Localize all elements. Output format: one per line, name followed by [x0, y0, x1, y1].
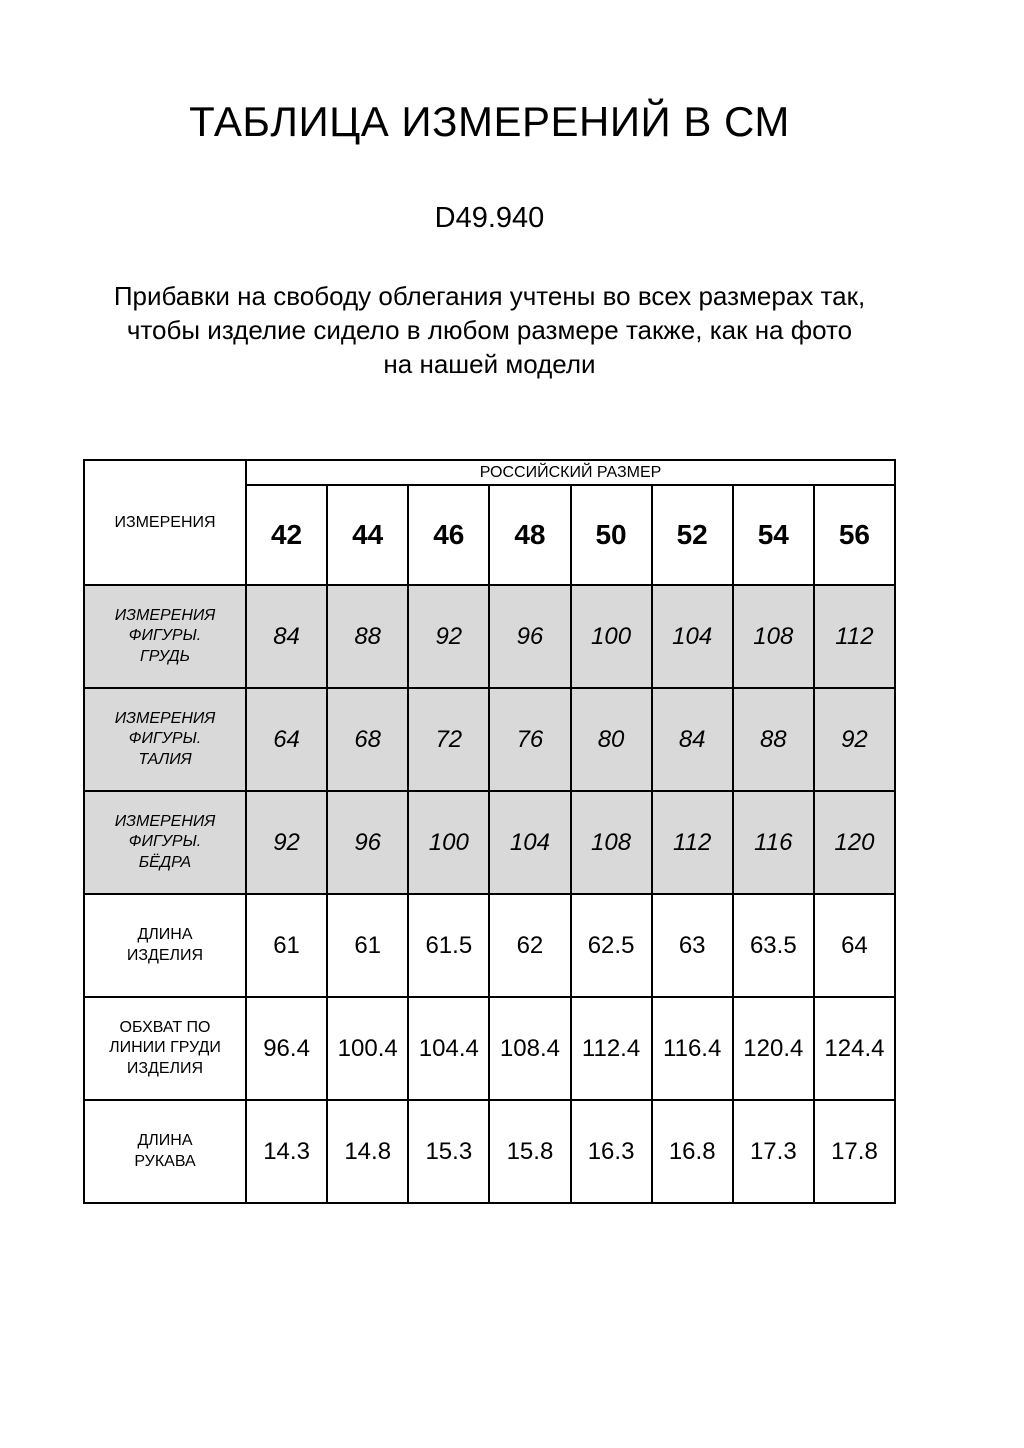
table-cell: 88 — [327, 585, 408, 688]
table-cell: 92 — [246, 791, 327, 894]
table-row-item-length — [84, 894, 895, 997]
size-column-header: 42 — [246, 485, 327, 585]
size-column-header: 46 — [408, 485, 489, 585]
table-cell: 100.4 — [327, 997, 408, 1100]
table-cell: 61 — [246, 894, 327, 997]
measurements-header-cell: ИЗМЕРЕНИЯ — [84, 460, 246, 585]
table-cell: 112.4 — [571, 997, 652, 1100]
table-cell: 63 — [652, 894, 733, 997]
table-cell: 61.5 — [408, 894, 489, 997]
table-cell: 108.4 — [489, 997, 570, 1100]
fit-note-line: чтобы изделие сидело в любом размере также, как на фото — [126, 315, 853, 346]
fit-note — [83, 279, 896, 381]
table-cell: 14.8 — [327, 1100, 408, 1203]
page-content — [83, 0, 896, 1204]
table-row-chest — [84, 585, 895, 688]
row-label: ИЗМЕРЕНИЯ ФИГУРЫ. ТАЛИЯ — [84, 688, 246, 791]
table-cell: 108 — [733, 585, 814, 688]
table-cell: 64 — [814, 894, 895, 997]
table-cell: 96.4 — [246, 997, 327, 1100]
size-table — [83, 459, 896, 1204]
table-cell: 64 — [246, 688, 327, 791]
table-cell: 104 — [489, 791, 570, 894]
row-label: ДЛИНА РУКАВА — [84, 1100, 246, 1203]
fit-note-line: Прибавки на свободу облегания учтены во всех размерах так, — [113, 281, 866, 312]
table-cell: 62 — [489, 894, 570, 997]
fit-note-line: на нашей модели — [383, 349, 596, 380]
size-column-header: 52 — [652, 485, 733, 585]
table-cell: 84 — [246, 585, 327, 688]
table-cell: 104.4 — [408, 997, 489, 1100]
table-cell: 92 — [408, 585, 489, 688]
table-row-waist — [84, 688, 895, 791]
table-cell: 120 — [814, 791, 895, 894]
table-cell: 104 — [652, 585, 733, 688]
table-cell: 92 — [814, 688, 895, 791]
table-cell: 15.8 — [489, 1100, 570, 1203]
table-cell: 16.3 — [571, 1100, 652, 1203]
table-cell: 76 — [489, 688, 570, 791]
table-cell: 124.4 — [814, 997, 895, 1100]
table-cell: 61 — [327, 894, 408, 997]
table-cell: 88 — [733, 688, 814, 791]
row-label: ИЗМЕРЕНИЯ ФИГУРЫ. БЁДРА — [84, 791, 246, 894]
table-cell: 96 — [327, 791, 408, 894]
size-column-header: 44 — [327, 485, 408, 585]
table-cell: 108 — [571, 791, 652, 894]
table-cell: 17.3 — [733, 1100, 814, 1203]
size-column-header: 54 — [733, 485, 814, 585]
table-cell: 72 — [408, 688, 489, 791]
table-row-hips — [84, 791, 895, 894]
table-cell: 17.8 — [814, 1100, 895, 1203]
table-cell: 116 — [733, 791, 814, 894]
table-cell: 14.3 — [246, 1100, 327, 1203]
size-column-header: 56 — [814, 485, 895, 585]
row-label: ИЗМЕРЕНИЯ ФИГУРЫ. ГРУДЬ — [84, 585, 246, 688]
table-cell: 84 — [652, 688, 733, 791]
table-row-sleeve-length — [84, 1100, 895, 1203]
table-cell: 80 — [571, 688, 652, 791]
table-cell: 100 — [408, 791, 489, 894]
page-title: ТАБЛИЦА ИЗМЕРЕНИЙ В СМ — [189, 98, 790, 145]
table-cell: 112 — [652, 791, 733, 894]
table-cell: 68 — [327, 688, 408, 791]
table-row-chest-girth-item — [84, 997, 895, 1100]
russian-size-header-cell: РОССИЙСКИЙ РАЗМЕР — [246, 460, 895, 485]
table-cell: 15.3 — [408, 1100, 489, 1203]
table-cell: 120.4 — [733, 997, 814, 1100]
size-column-header: 50 — [571, 485, 652, 585]
table-cell: 116.4 — [652, 997, 733, 1100]
table-cell: 100 — [571, 585, 652, 688]
table-cell: 63.5 — [733, 894, 814, 997]
table-cell: 96 — [489, 585, 570, 688]
table-cell: 62.5 — [571, 894, 652, 997]
row-label: ОБХВАТ ПО ЛИНИИ ГРУДИ ИЗДЕЛИЯ — [84, 997, 246, 1100]
table-cell: 112 — [814, 585, 895, 688]
table-cell: 16.8 — [652, 1100, 733, 1203]
row-label: ДЛИНА ИЗДЕЛИЯ — [84, 894, 246, 997]
product-code: D49.940 — [434, 202, 545, 235]
size-column-header: 48 — [489, 485, 570, 585]
size-group-row — [84, 460, 895, 485]
